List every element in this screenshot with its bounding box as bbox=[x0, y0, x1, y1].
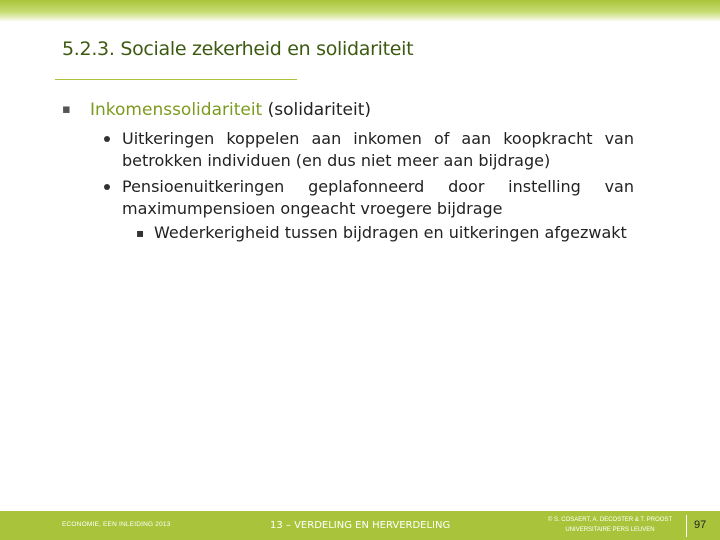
top-gradient-band bbox=[0, 0, 720, 22]
footer-copyright bbox=[536, 515, 684, 535]
title-underline bbox=[55, 79, 297, 80]
bullet-level1 bbox=[62, 98, 634, 122]
dot-bullet-icon bbox=[102, 176, 122, 220]
bullet-level2 bbox=[102, 128, 634, 172]
bullet-level3-text: Wederkerigheid tussen bijdragen en uitkeringen afgezwakt bbox=[154, 223, 627, 242]
bullet-plain-text: (solidariteit) bbox=[262, 100, 372, 120]
page-number: 97 bbox=[694, 519, 707, 531]
bullet-level2-text: Uitkeringen koppelen aan inkomen of aan koopkracht van betrokken individuen (en dus niet meer aan bijdrage) bbox=[122, 129, 634, 170]
dot-bullet-icon bbox=[102, 128, 122, 172]
footer-authors: © S. COSAERT, A. DECOSTER & T. PROOST bbox=[547, 517, 673, 523]
square-bullet-icon: ▪ bbox=[136, 226, 145, 240]
square-bullet-icon: ▪ bbox=[62, 102, 71, 117]
bullet-level1-text bbox=[90, 98, 371, 122]
footer-divider bbox=[686, 515, 687, 537]
slide-title: 5.2.3. Sociale zekerheid en solidariteit bbox=[62, 38, 414, 60]
slide-content bbox=[62, 98, 634, 244]
bullet-level2 bbox=[102, 176, 634, 220]
footer-chapter-title: 13 – VERDELING EN HERVERDELING bbox=[270, 520, 451, 531]
footer-bar bbox=[0, 511, 720, 540]
bullet-accent-text: Inkomenssolidariteit bbox=[90, 100, 263, 120]
footer-course-title: ECONOMIE, EEN INLEIDING 2013 bbox=[62, 521, 171, 528]
bullet-level2-text: Pensioenuitkeringen geplafonneerd door instelling van maximumpensioen ongeacht vroegere bijdrage bbox=[122, 177, 634, 218]
bullet-level3 bbox=[136, 222, 634, 244]
footer-publisher: UNIVERSITAIRE PERS LEUVEN bbox=[565, 527, 655, 533]
